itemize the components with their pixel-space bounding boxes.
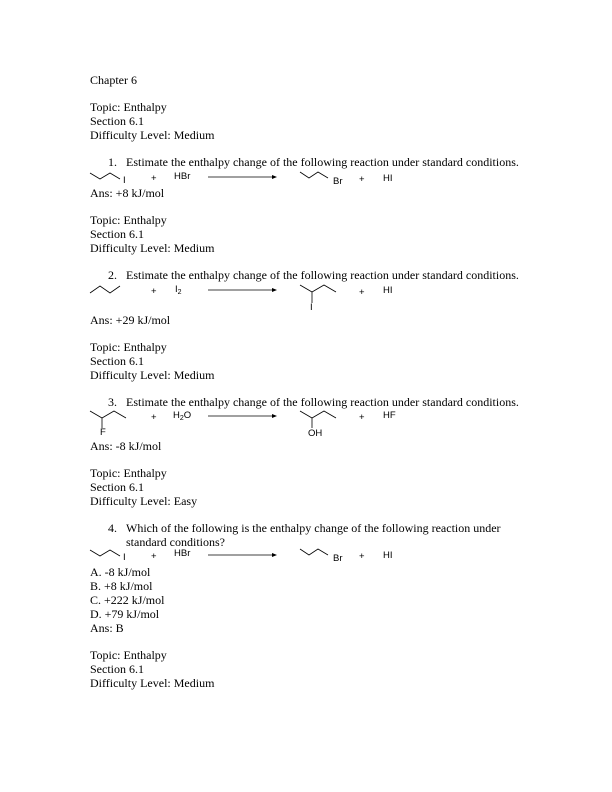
choice-a: A. -8 kJ/mol [90,565,151,579]
section-label: Section 6.1 [90,114,144,128]
question-3-text: Estimate the enthalpy change of the following reaction under standard conditions. [126,395,519,409]
water-reagent [173,410,191,424]
reaction-arrow [208,174,278,180]
plus-sign: + [359,174,365,185]
iodine-reagent [175,284,182,298]
bromine-label: Br [333,176,343,187]
question-1-text: Estimate the enthalpy change of the following reaction under standard conditions. [126,155,519,169]
plus-sign: + [151,551,157,562]
plus-sign: + [151,173,157,184]
hydroxyl-label: OH [308,428,323,439]
hbr-reagent: HBr [174,548,191,559]
plus-sign: + [359,412,365,423]
hbr-reagent: HBr [174,171,191,182]
bromine-label: Br [333,553,343,564]
plus-sign: + [151,286,157,297]
question-4-text: Which of the following is the enthalpy change of the following reaction under [126,521,501,535]
answer-2: Ans: +29 kJ/mol [90,313,171,327]
iodine-label: I [310,302,313,313]
choice-b: B. +8 kJ/mol [90,579,153,593]
section-label: Section 6.1 [90,662,144,676]
2-fluorobutane-structure [90,408,134,434]
reaction-arrow [208,413,278,419]
reaction-arrow [208,287,278,293]
hi-product: HI [383,173,393,184]
butane-structure [90,283,130,297]
iodine-label: I [123,175,126,186]
2-iodobutane-structure [300,282,344,308]
iodine-subscript: 2 [177,289,182,296]
plus-sign: + [359,551,365,562]
choice-c: C. +222 kJ/mol [90,593,165,607]
section-label: Section 6.1 [90,354,144,368]
topic-label: Topic: Enthalpy [90,213,167,227]
reaction-arrow [208,552,278,558]
fluorine-label: F [100,427,106,438]
water-h: H [173,410,180,421]
difficulty-label: Difficulty Level: Medium [90,128,215,142]
hi-product: HI [383,285,393,296]
topic-label: Topic: Enthalpy [90,340,167,354]
question-4-number: 4. [108,521,117,535]
answer-3: Ans: -8 kJ/mol [90,439,162,453]
answer-1: Ans: +8 kJ/mol [90,186,165,200]
question-4-text-cont: standard conditions? [126,535,225,549]
question-2-text: Estimate the enthalpy change of the following reaction under standard conditions. [126,268,519,282]
section-label: Section 6.1 [90,480,144,494]
section-label: Section 6.1 [90,227,144,241]
question-3-number: 3. [108,395,117,409]
iodine-label: I [123,552,126,563]
water-o: O [183,410,192,421]
iodine-symbol: I [175,284,178,295]
topic-label: Topic: Enthalpy [90,466,167,480]
chapter-heading: Chapter 6 [90,73,137,87]
hi-product: HI [383,550,393,561]
difficulty-label: Difficulty Level: Medium [90,241,215,255]
choice-d: D. +79 kJ/mol [90,607,160,621]
topic-label: Topic: Enthalpy [90,648,167,662]
answer-4: Ans: B [90,621,124,635]
plus-sign: + [151,412,157,423]
topic-label: Topic: Enthalpy [90,100,167,114]
question-2-number: 2. [108,268,117,282]
water-subscript: 2 [179,415,184,422]
difficulty-label: Difficulty Level: Easy [90,494,198,508]
plus-sign: + [359,287,365,298]
difficulty-label: Difficulty Level: Medium [90,676,215,690]
difficulty-label: Difficulty Level: Medium [90,368,215,382]
hf-product: HF [383,410,396,421]
question-1-number: 1. [108,155,117,169]
